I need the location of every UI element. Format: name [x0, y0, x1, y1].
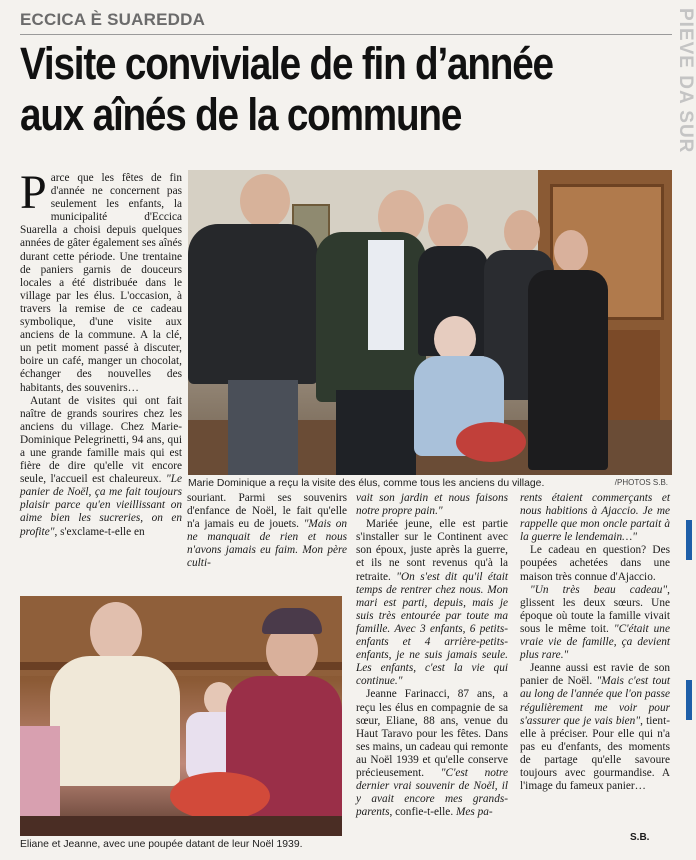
- article-column-4: [520, 492, 670, 793]
- article-column-3: [356, 492, 508, 819]
- side-blue-bar: [686, 520, 692, 560]
- jeanne-panier-text: Jeanne aussi est ravie de son panier de Noël.: [520, 662, 670, 688]
- drop-cap: P: [20, 166, 47, 219]
- paragraph-jardin: [356, 492, 508, 518]
- section-kicker: ECCICA È SUAREDDA: [20, 10, 206, 29]
- article-column-2: [187, 492, 347, 571]
- quote-manquait: "Mais on ne manquait de rien et nous n'avons jamais eu faim. Mon père culti-: [187, 518, 347, 570]
- kicker-rule: [20, 34, 672, 35]
- paragraph-cadeau: [520, 544, 670, 583]
- quote-panier: "Le panier de Noël, ça me fait toujours plaisir parce qu'en vieillissant on aime bien les sucreries, on en profite": [20, 473, 183, 538]
- headline: [20, 38, 570, 140]
- confie-text: , confie-t-elle.: [389, 806, 454, 819]
- cadeau-text: Le cadeau en question? Des poupées achetées dans une maison très connue d'Ajaccio.: [520, 544, 670, 583]
- paragraph-parents: [520, 492, 670, 544]
- photo-group-caption: [188, 478, 672, 489]
- headline-line-2: aux aînés de la commune: [20, 89, 462, 140]
- headline-line-1: Visite conviviale de fin d’année: [20, 38, 553, 89]
- side-blue-bar: [686, 680, 692, 720]
- quote-annee: "Mais c'est tout au long de l'année que l'on passe régulièrement me voir pour s'assurer que je vais bien": [520, 675, 671, 727]
- visits-text: Autant de visites qui ont fait naître de grands sourires chez les anciens du village. Chez Marie-Dominique Pelegrinetti, 94 ans, qui a une grande famille mais qui est fière de dire qu'elle vit encore seule, l'accueil est chaleureux.: [20, 394, 182, 486]
- quote-beau-cadeau: "Un très beau cadeau": [530, 583, 668, 596]
- photo-sisters-doll: [20, 596, 342, 836]
- photo-group-caption-text: Marie Dominique a reçu la visite des élus, comme tous les anciens du village.: [188, 478, 545, 489]
- jeanne-text: Jeanne Farinacci, 87 ans, a reçu les élus en compagnie de sa sœur, Eliane, 88 ans, venue du Haut Taravo pour les fêtes. Dans ses mains, un cadeau qui remonte au Noël 1939 et qu'elle conserve précieusement.: [356, 688, 508, 779]
- quote-souvenir: "C'est notre dernier vrai souvenir de Noël, il y avait encore mes grands-parents: [356, 766, 508, 819]
- quote-parents-start: Mes pa-: [455, 806, 493, 819]
- visits-end: , s'exclame-t-elle en: [54, 525, 145, 538]
- paragraph-mariee: [356, 518, 508, 688]
- article-column-1: [20, 166, 183, 539]
- paragraph-souvenirs: [187, 492, 347, 571]
- photo-group-visit: [188, 170, 672, 475]
- paragraph-intro: [20, 166, 182, 395]
- side-strip-text: PIEVE DA SUR: [675, 8, 696, 154]
- quote-vraie-vie: "C'était une vraie vie de famille, ça devient plus rare.": [520, 622, 670, 662]
- paragraph-jeanne: [356, 688, 508, 819]
- paragraph-jeanne-panier: [520, 662, 670, 793]
- souvenirs-text: souriant. Parmi ses souvenirs d'enfance de Noël, le fait qu'elle n'a jamais eu de jouets.: [187, 492, 347, 531]
- photo-credit: /PHOTOS S.B.: [614, 478, 668, 487]
- quote-jardin: vait son jardin et nous faisons notre propre pain.": [356, 492, 508, 518]
- side-strip: [672, 0, 694, 490]
- mariee-text: Mariée jeune, elle est partie s'installer sur le Continent avec son époux, juste après la guerre, et ils ne sont revenus qu'à la retraite.: [356, 518, 508, 583]
- partage-text: , tient-elle à préciser. Pour elle qui n'a pas eu d'enfants, des moments de partage qu'elle savoure toujours avec gourmandise. A l'image du fameux panier…: [520, 714, 670, 793]
- paragraph-visits: [20, 395, 182, 539]
- beau-cadeau-text: , glissent les deux sœurs. Une époque où toute la famille vivait sous le même toit.: [520, 583, 670, 635]
- paragraph-beau-cadeau: [520, 584, 670, 663]
- quote-parents: rents étaient commerçants et nous habitions à Ajaccio. Je me rappelle que mon oncle partait à la guerre le lendemain…": [520, 492, 670, 544]
- intro-text: arce que les fêtes de fin d'année ne concernent pas seulement les enfants, la municipalité d'Eccica Suarella a choisi depuis quelques années de gâter également ses aînés durant cette période. Une trentaine de paniers garnis de douceurs locales a été distribuée dans le village par les élus. L'occasion, à travers la remise de ce cadeau symbolique, d'une visite aux anciens de la commune. A la clé, un petit moment passé à discuter, boire un café, manger un chocolat, échanger des nouvelles des habitants, des souvenirs…: [20, 172, 182, 394]
- quote-rentrer: "On s'est dit qu'il était temps de rentrer chez nous. Mon mari est parti, depuis, mais je suis très entourée par toute ma famille. Avec 3 enfants, 6 petits-enfants et 4 arrière-petits-enfants, je ne suis jamais seule. Les enfants, c'est la vie qui continue.": [356, 570, 509, 688]
- author-signature: S.B.: [630, 832, 650, 843]
- photo-sisters-caption: Eliane et Jeanne, avec une poupée datant de leur Noël 1939.: [20, 839, 303, 850]
